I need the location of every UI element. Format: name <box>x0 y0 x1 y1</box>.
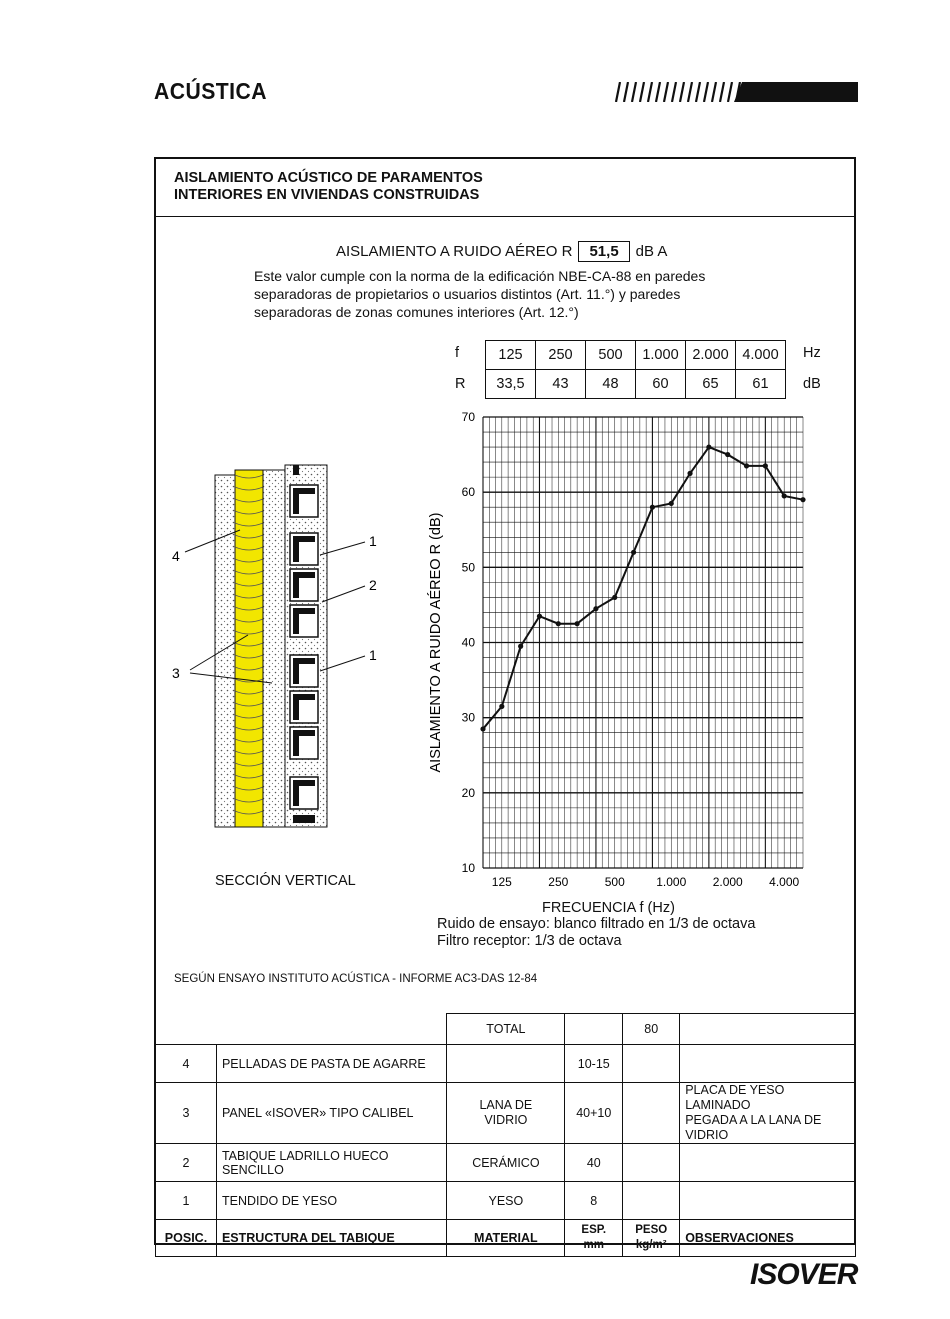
table-row <box>156 1045 856 1083</box>
structure-cell: TABIQUE LADRILLO HUECO SENCILLO <box>216 1144 446 1182</box>
r-row-label: R <box>455 376 466 392</box>
y-tick-label: 10 <box>461 861 475 875</box>
structure-cell: PANEL «ISOVER» TIPO CALIBEL <box>216 1083 446 1144</box>
data-point <box>744 463 749 468</box>
sheet-title-line1: AISLAMIENTO ACÚSTICO DE PARAMENTOS <box>174 170 483 186</box>
total-row <box>156 1014 856 1045</box>
r-row <box>486 370 786 399</box>
frequency-row <box>486 341 786 370</box>
freq-unit: Hz <box>803 345 821 361</box>
notes-cell <box>680 1182 856 1220</box>
data-point <box>575 621 580 626</box>
compliance-line2: separadoras de propietarios o usuarios distintos (Art. 11.°) y paredes <box>254 286 681 302</box>
x-axis-label: FRECUENCIA f (Hz) <box>542 900 675 916</box>
table-row <box>156 1144 856 1182</box>
r-unit: dB <box>803 376 821 392</box>
x-tick-label: 250 <box>548 875 569 889</box>
thickness-cell: 8 <box>565 1182 623 1220</box>
header-thickness-l1: ESP. <box>581 1224 607 1236</box>
header-weight-l1: PESO <box>635 1224 668 1236</box>
thickness-cell: 40+10 <box>565 1083 623 1144</box>
x-tick-label: 1.000 <box>656 875 687 889</box>
rating-label: AISLAMIENTO A RUIDO AÉREO R <box>336 243 573 260</box>
r-cell: 33,5 <box>486 370 536 399</box>
notes-cell <box>680 1045 856 1083</box>
material-line2: VIDRIO <box>484 1113 528 1127</box>
x-tick-labels <box>492 875 800 889</box>
material-cell <box>447 1083 565 1144</box>
chart-grid <box>483 417 803 868</box>
weight-cell <box>623 1144 680 1182</box>
source-note: SEGÚN ENSAYO INSTITUTO ACÚSTICA - INFORME AC3-DAS 12-84 <box>174 973 538 985</box>
freq-cell: 1.000 <box>636 341 686 370</box>
y-tick-label: 30 <box>461 710 475 725</box>
x-tick-label: 125 <box>491 875 512 889</box>
data-point <box>537 614 542 619</box>
adhesive-layer <box>263 470 285 827</box>
material-cell: CERÁMICO <box>447 1144 565 1182</box>
rating-unit: dB A <box>635 243 668 260</box>
header-pos: POSIC. <box>156 1220 217 1257</box>
freq-cell: 4.000 <box>736 341 786 370</box>
notes-cell <box>680 1083 856 1144</box>
glass-wool-layer <box>235 470 263 827</box>
callout-3: 3 <box>172 665 180 681</box>
structure-table <box>155 1013 856 1257</box>
pos-cell: 4 <box>156 1045 217 1083</box>
thickness-cell: 10-15 <box>565 1045 623 1083</box>
x-tick-label: 500 <box>604 875 625 889</box>
header-thickness <box>565 1220 623 1257</box>
freq-cell: 125 <box>486 341 536 370</box>
rating-line <box>336 241 667 262</box>
data-point <box>593 606 598 611</box>
data-point <box>782 493 787 498</box>
y-axis-label: AISLAMIENTO A RUIDO AÉREO R (dB) <box>428 512 444 773</box>
x-tick-label: 4.000 <box>769 875 800 889</box>
r-cell: 43 <box>536 370 586 399</box>
data-point <box>631 550 636 555</box>
r-cell: 48 <box>586 370 636 399</box>
pos-cell: 3 <box>156 1083 217 1144</box>
r-points <box>480 444 805 731</box>
data-point <box>763 463 768 468</box>
x-tick-label: 2.000 <box>712 875 743 889</box>
notes-line1: PLACA DE YESO LAMINADO <box>685 1083 785 1112</box>
header-weight <box>623 1220 680 1257</box>
data-point <box>725 452 730 457</box>
brick-partition-layer <box>285 465 327 827</box>
data-point <box>556 621 561 626</box>
r-cell: 65 <box>686 370 736 399</box>
material-cell: YESO <box>447 1182 565 1220</box>
r-cell: 60 <box>636 370 686 399</box>
freq-cell: 500 <box>586 341 636 370</box>
callout-2: 2 <box>369 577 377 593</box>
freq-cell: 250 <box>536 341 586 370</box>
structure-cell: PELLADAS DE PASTA DE AGARRE <box>216 1045 446 1083</box>
compliance-line1: Este valor cumple con la norma de la edificación NBE-CA-88 en paredes <box>254 268 706 284</box>
data-point <box>687 471 692 476</box>
data-point <box>612 595 617 600</box>
header-stripe-bar <box>612 82 858 102</box>
y-tick-label: 50 <box>461 560 475 575</box>
callout-1-bottom: 1 <box>369 647 377 663</box>
r-cell: 61 <box>736 370 786 399</box>
weight-cell <box>623 1045 680 1083</box>
section-title: ACÚSTICA <box>154 78 268 104</box>
thickness-cell: 40 <box>565 1144 623 1182</box>
table-row <box>156 1083 856 1144</box>
data-point <box>518 644 523 649</box>
total-weight: 80 <box>623 1014 680 1045</box>
test-note <box>437 916 755 950</box>
freq-row-label: f <box>455 345 460 361</box>
section-caption: SECCIÓN VERTICAL <box>215 873 356 889</box>
y-tick-label: 40 <box>461 635 475 650</box>
total-label: TOTAL <box>447 1014 565 1045</box>
data-point <box>669 501 674 506</box>
callout-4: 4 <box>172 548 180 564</box>
weight-cell <box>623 1083 680 1144</box>
frequency-table <box>485 340 786 399</box>
sheet-title-line2: INTERIORES EN VIVIENDAS CONSTRUIDAS <box>174 187 480 203</box>
sheet-title <box>174 170 483 204</box>
table-row <box>156 1182 856 1220</box>
isover-logo: ISOVER <box>750 1258 858 1291</box>
header-row <box>156 1220 856 1257</box>
data-point <box>706 444 711 449</box>
callout-1-top: 1 <box>369 533 377 549</box>
notes-line2: PEGADA A LA LANA DE VIDRIO <box>685 1113 822 1142</box>
header-notes: OBSERVACIONES <box>680 1220 856 1257</box>
compliance-text <box>254 267 774 321</box>
header-thickness-l2: mm <box>583 1239 604 1251</box>
notes-cell <box>680 1144 856 1182</box>
data-point <box>650 505 655 510</box>
vertical-section-drawing <box>160 455 410 835</box>
weight-cell <box>623 1182 680 1220</box>
y-tick-labels <box>462 410 476 875</box>
data-point <box>800 497 805 502</box>
test-note-line1: Ruido de ensayo: blanco filtrado en 1/3 de octava <box>437 916 756 932</box>
pos-cell: 1 <box>156 1182 217 1220</box>
header-weight-l2: kg/m² <box>635 1239 667 1251</box>
pos-cell: 2 <box>156 1144 217 1182</box>
material-cell <box>447 1045 565 1083</box>
material-line1: LANA DE <box>479 1098 533 1112</box>
test-note-line2: Filtro receptor: 1/3 de octava <box>437 933 622 949</box>
header-material: MATERIAL <box>447 1220 565 1257</box>
insulation-chart <box>420 405 820 895</box>
compliance-line3: separadoras de zonas comunes interiores (Art. 12.°) <box>254 304 579 320</box>
y-tick-label: 60 <box>461 485 475 500</box>
y-tick-label: 70 <box>461 410 475 424</box>
rating-value: 51,5 <box>578 241 629 262</box>
freq-cell: 2.000 <box>686 341 736 370</box>
data-point <box>480 726 485 731</box>
data-point <box>499 704 504 709</box>
title-divider <box>156 216 856 217</box>
plaster-board-layer <box>215 475 235 827</box>
header-structure: ESTRUCTURA DEL TABIQUE <box>216 1220 446 1257</box>
r-curve <box>483 447 803 729</box>
y-tick-label: 20 <box>461 785 475 800</box>
structure-cell: TENDIDO DE YESO <box>216 1182 446 1220</box>
